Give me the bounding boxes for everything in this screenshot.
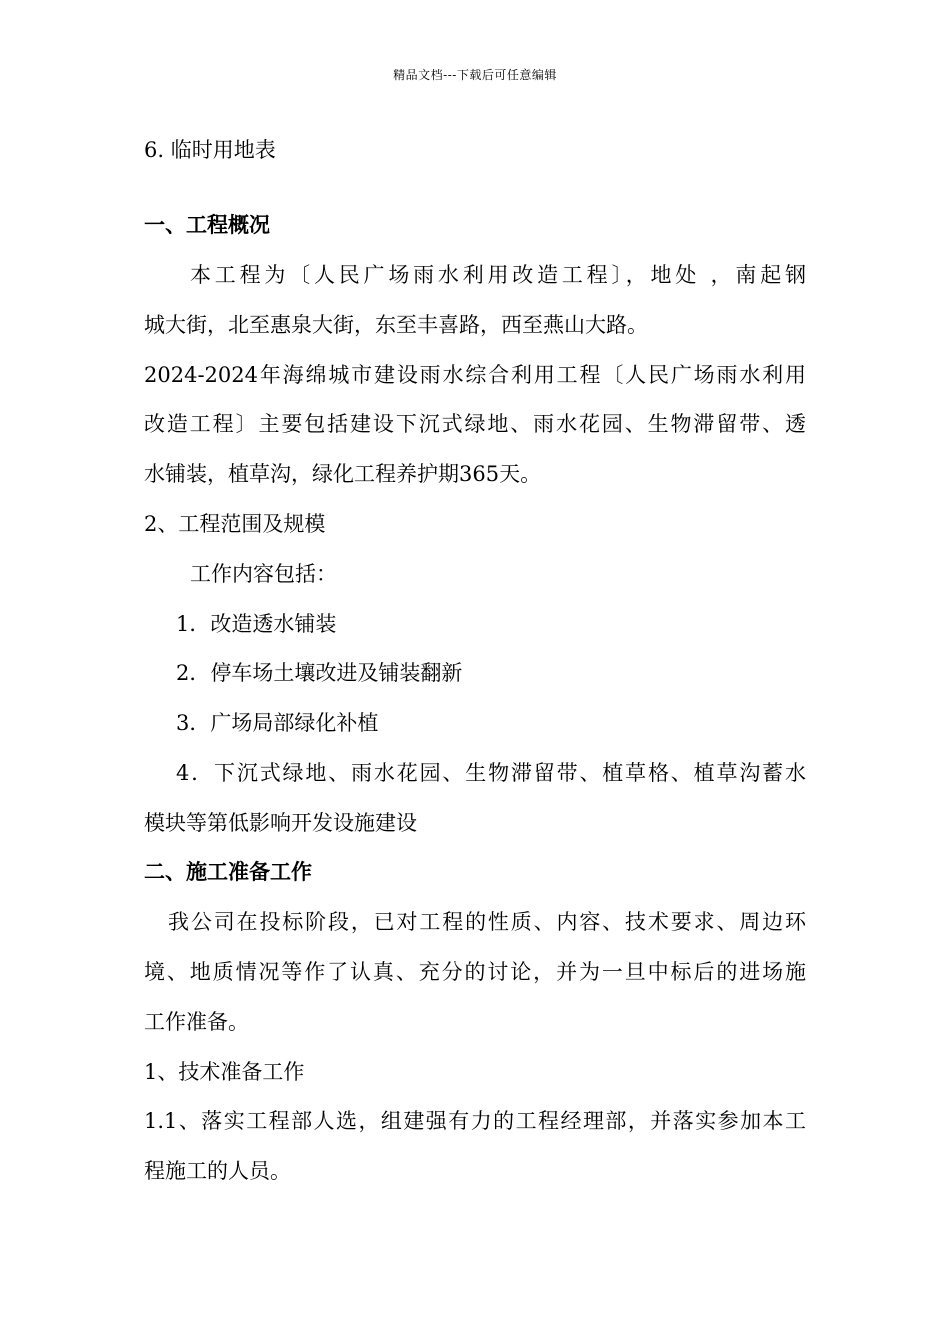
paragraph-line: 工作内容包括： — [190, 562, 337, 586]
paragraph-line: 水铺装，植草沟，绿化工程养护期365天。 — [144, 462, 542, 486]
paragraph-line: 2024-2024年海绵城市建设雨水综合利用工程〔人民广场雨水利用 — [144, 363, 806, 387]
paragraph-line: 1.1、落实工程部人选，组建强有力的工程经理部，并落实参加本工 — [144, 1109, 806, 1133]
subsection-heading-technical-preparation: 1、技术准备工作 — [144, 1060, 305, 1084]
paragraph-line: 程施工的人员。 — [144, 1159, 291, 1183]
list-item: 2．停车场土壤改进及铺装翻新 — [176, 661, 463, 685]
list-item-continuation: 模块等第低影响开发设施建设 — [144, 811, 417, 835]
paragraph-line: 工作准备。 — [144, 1010, 249, 1034]
paragraph-line: 城大街，北至惠泉大街，东至丰喜路，西至燕山大路。 — [144, 313, 648, 337]
page-header: 精品文档---下载后可任意编辑 — [393, 68, 557, 82]
section-heading-construction-preparation: 二、施工准备工作 — [144, 859, 312, 884]
paragraph-line: 本工程为〔人民广场雨水利用改造工程〕，地处 ，南起钢 — [190, 263, 806, 287]
subsection-heading-scope: 2、工程范围及规模 — [144, 512, 326, 536]
paragraph-line: 我公司在投标阶段，已对工程的性质、内容、技术要求、周边环 — [168, 910, 806, 934]
paragraph-line: 境、地质情况等作了认真、充分的讨论，并为一旦中标后的进场施 — [144, 960, 806, 984]
toc-item-temporary-land-table: 6. 临时用地表 — [144, 138, 276, 162]
list-item: 3．广场局部绿化补植 — [176, 711, 379, 735]
list-item: 4．下沉式绿地、雨水花园、生物滞留带、植草格、植草沟蓄水 — [176, 761, 806, 785]
section-heading-project-overview: 一、工程概况 — [144, 212, 270, 237]
list-item: 1．改造透水铺装 — [176, 612, 337, 636]
paragraph-line: 改造工程〕主要包括建设下沉式绿地、雨水花园、生物滞留带、透 — [144, 412, 806, 436]
